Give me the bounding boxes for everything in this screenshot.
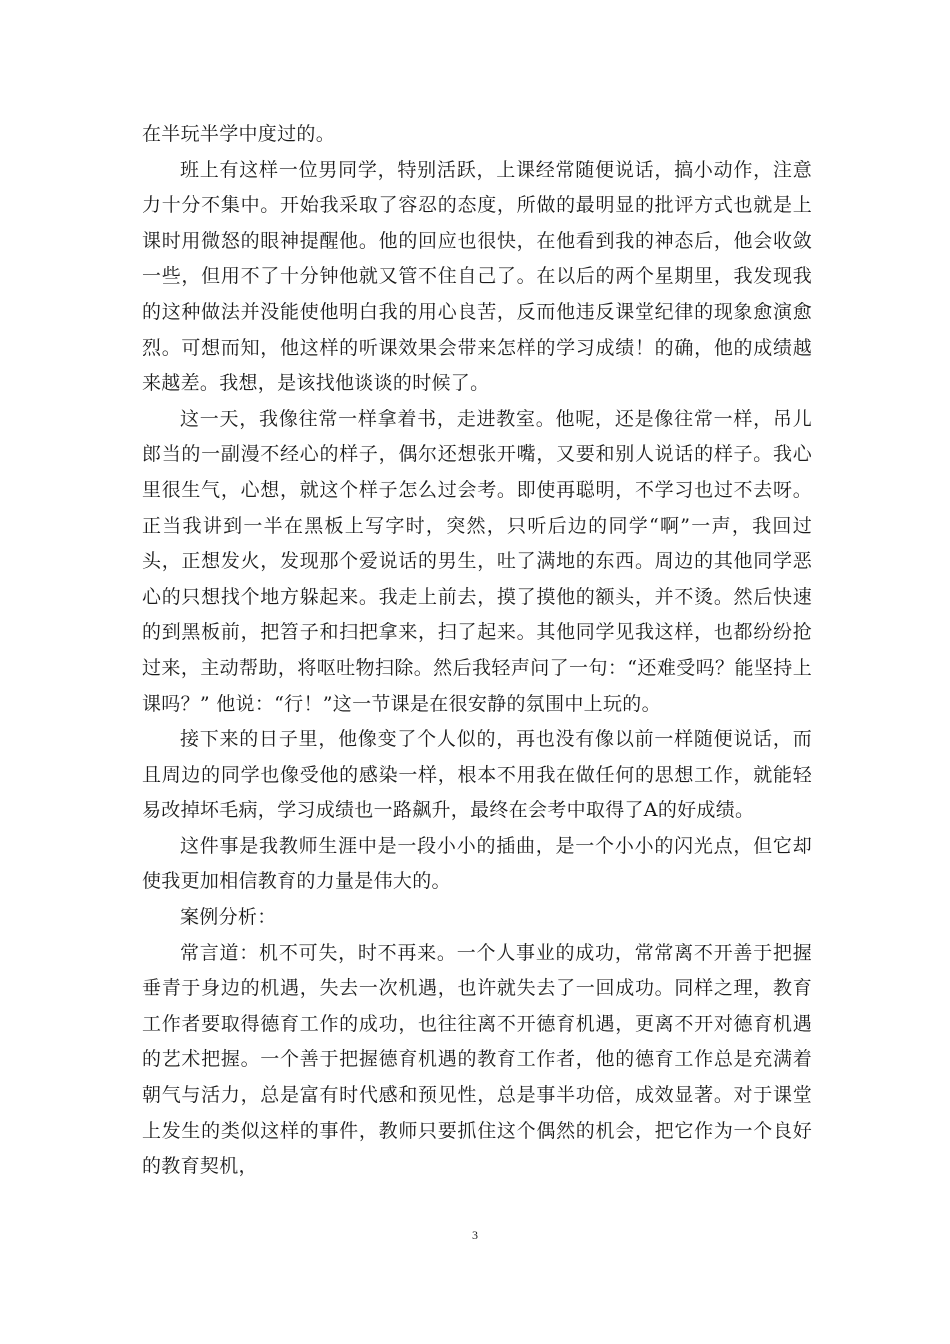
paragraph-reflection: 这件事是我教师生涯中是一段小小的插曲，是一个小小的闪光点，但它却使我更加相信教育的力量是伟大的。 (142, 834, 812, 893)
section-heading-case-analysis: 案例分析： (180, 906, 277, 929)
page-body (142, 117, 812, 1185)
paragraph-classroom-incident: 这一天，我像往常一样拿着书，走进教室。他呢，还是像往常一样，吊儿郎当的一副漫不经心的样子，偶尔还想张开嘴，又要和别人说话的样子。我心里很生气，心想，就这个样子怎么过会考。即使再聪明，不学习也过不去呀。正当我讲到一半在黑板上写字时，突然，只听后边的同学“啊”一声，我回过头，正想发火，发现那个爱说话的男生，吐了满地的东西。周边的其他同学恶心的只想找个地方躲起来。我走上前去，摸了摸他的额头，并不烫。然后快速的到黑板前，把笤子和扫把拿来，扫了起来。其他同学见我这样，也都纷纷抢过来，主动帮助，将呕吐物扫除。然后我轻声问了一句：“还难受吗？能坚持上课吗？” 他说：“行！”这一节课是在很安静的氛围中上玩的。 (142, 407, 812, 715)
page-number: 3 (472, 1228, 478, 1242)
paragraph-continuation: 在半玩半学中度过的。 (142, 123, 336, 145)
paragraph-aftermath: 接下来的日子里，他像变了个人似的，再也没有像以前一样随便说话，而且周边的同学也像受他的感染一样，根本不用我在做任何的思想工作，就能轻易改掉坏毛病，学习成绩也一路飙升，最终在会考中取得了A的好成绩。 (142, 728, 812, 822)
paragraph-analysis: 常言道：机不可失，时不再来。一个人事业的成功，常常离不开善于把握垂青于身边的机遇，失去一次机遇，也许就失去了一回成功。同样之理，教育工作者要取得德育工作的成功，也往往离不开德育机遇，更离不开对德育机遇的艺术把握。一个善于把握德育机遇的教育工作者，他的德育工作总是充满着朝气与活力，总是富有时代感和预见性，总是事半功倍，成效显著。对于课堂上发生的类似这样的事件，教师只要抓住这个偶然的机会，把它作为一个良好的教育契机， (142, 941, 812, 1178)
paragraph-student-description: 班上有这样一位男同学，特别活跃，上课经常随便说话，搞小动作，注意力十分不集中。开始我采取了容忍的态度，所做的最明显的批评方式也就是上课时用微怒的眼神提醒他。他的回应也很快，在他看到我的神态后，他会收敛一些，但用不了十分钟他就又管不住自己了。在以后的两个星期里，我发现我的这种做法并没能使他明白我的用心良苦，反而他违反课堂纪律的现象愈演愈烈。可想而知，他这样的听课效果会带来怎样的学习成绩！的确，他的成绩越来越差。我想，是该找他谈谈的时候了。 (142, 158, 812, 395)
